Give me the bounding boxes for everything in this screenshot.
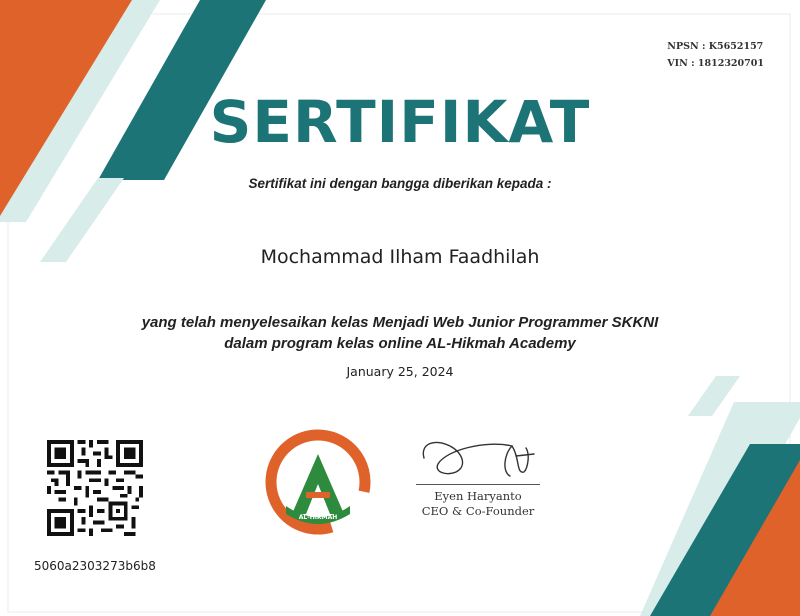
certificate-subtitle: Sertifikat ini dengan bangga diberikan kepada :: [248, 176, 552, 191]
verification-code: 5060a2303273b6b8: [34, 559, 156, 573]
al-hikmah-logo-icon: [264, 428, 372, 536]
signature-line: [416, 484, 540, 485]
certificate-title: SERTIFIKAT: [209, 88, 591, 156]
signatory-block: [416, 489, 540, 519]
signatory-name: Eyen Haryanto: [434, 489, 522, 503]
logo-a-shape: [292, 454, 344, 514]
signatory-role: CEO & Co-Founder: [421, 504, 535, 518]
logo-crossbar: [306, 492, 330, 498]
npsn-number: NPSN : K5652157: [667, 41, 764, 52]
recipient-name: Mochammad Ilham Faadhilah: [260, 246, 540, 268]
signature-graphic: [416, 432, 540, 486]
qr-code: [47, 440, 143, 536]
description-line-1: yang telah menyelesaikan kelas Menjadi Web Junior Programmer SKKNI: [141, 314, 659, 331]
completion-description: [0, 312, 800, 354]
issue-date: January 25, 2024: [346, 364, 454, 379]
description-line-2: dalam program kelas online AL-Hikmah Academy: [224, 335, 576, 352]
vin-number: VIN : 1812320701: [667, 58, 764, 69]
registration-info: [667, 38, 764, 72]
logo-text: AL-HIKMAH: [298, 514, 338, 521]
signature-stroke: [423, 442, 534, 476]
